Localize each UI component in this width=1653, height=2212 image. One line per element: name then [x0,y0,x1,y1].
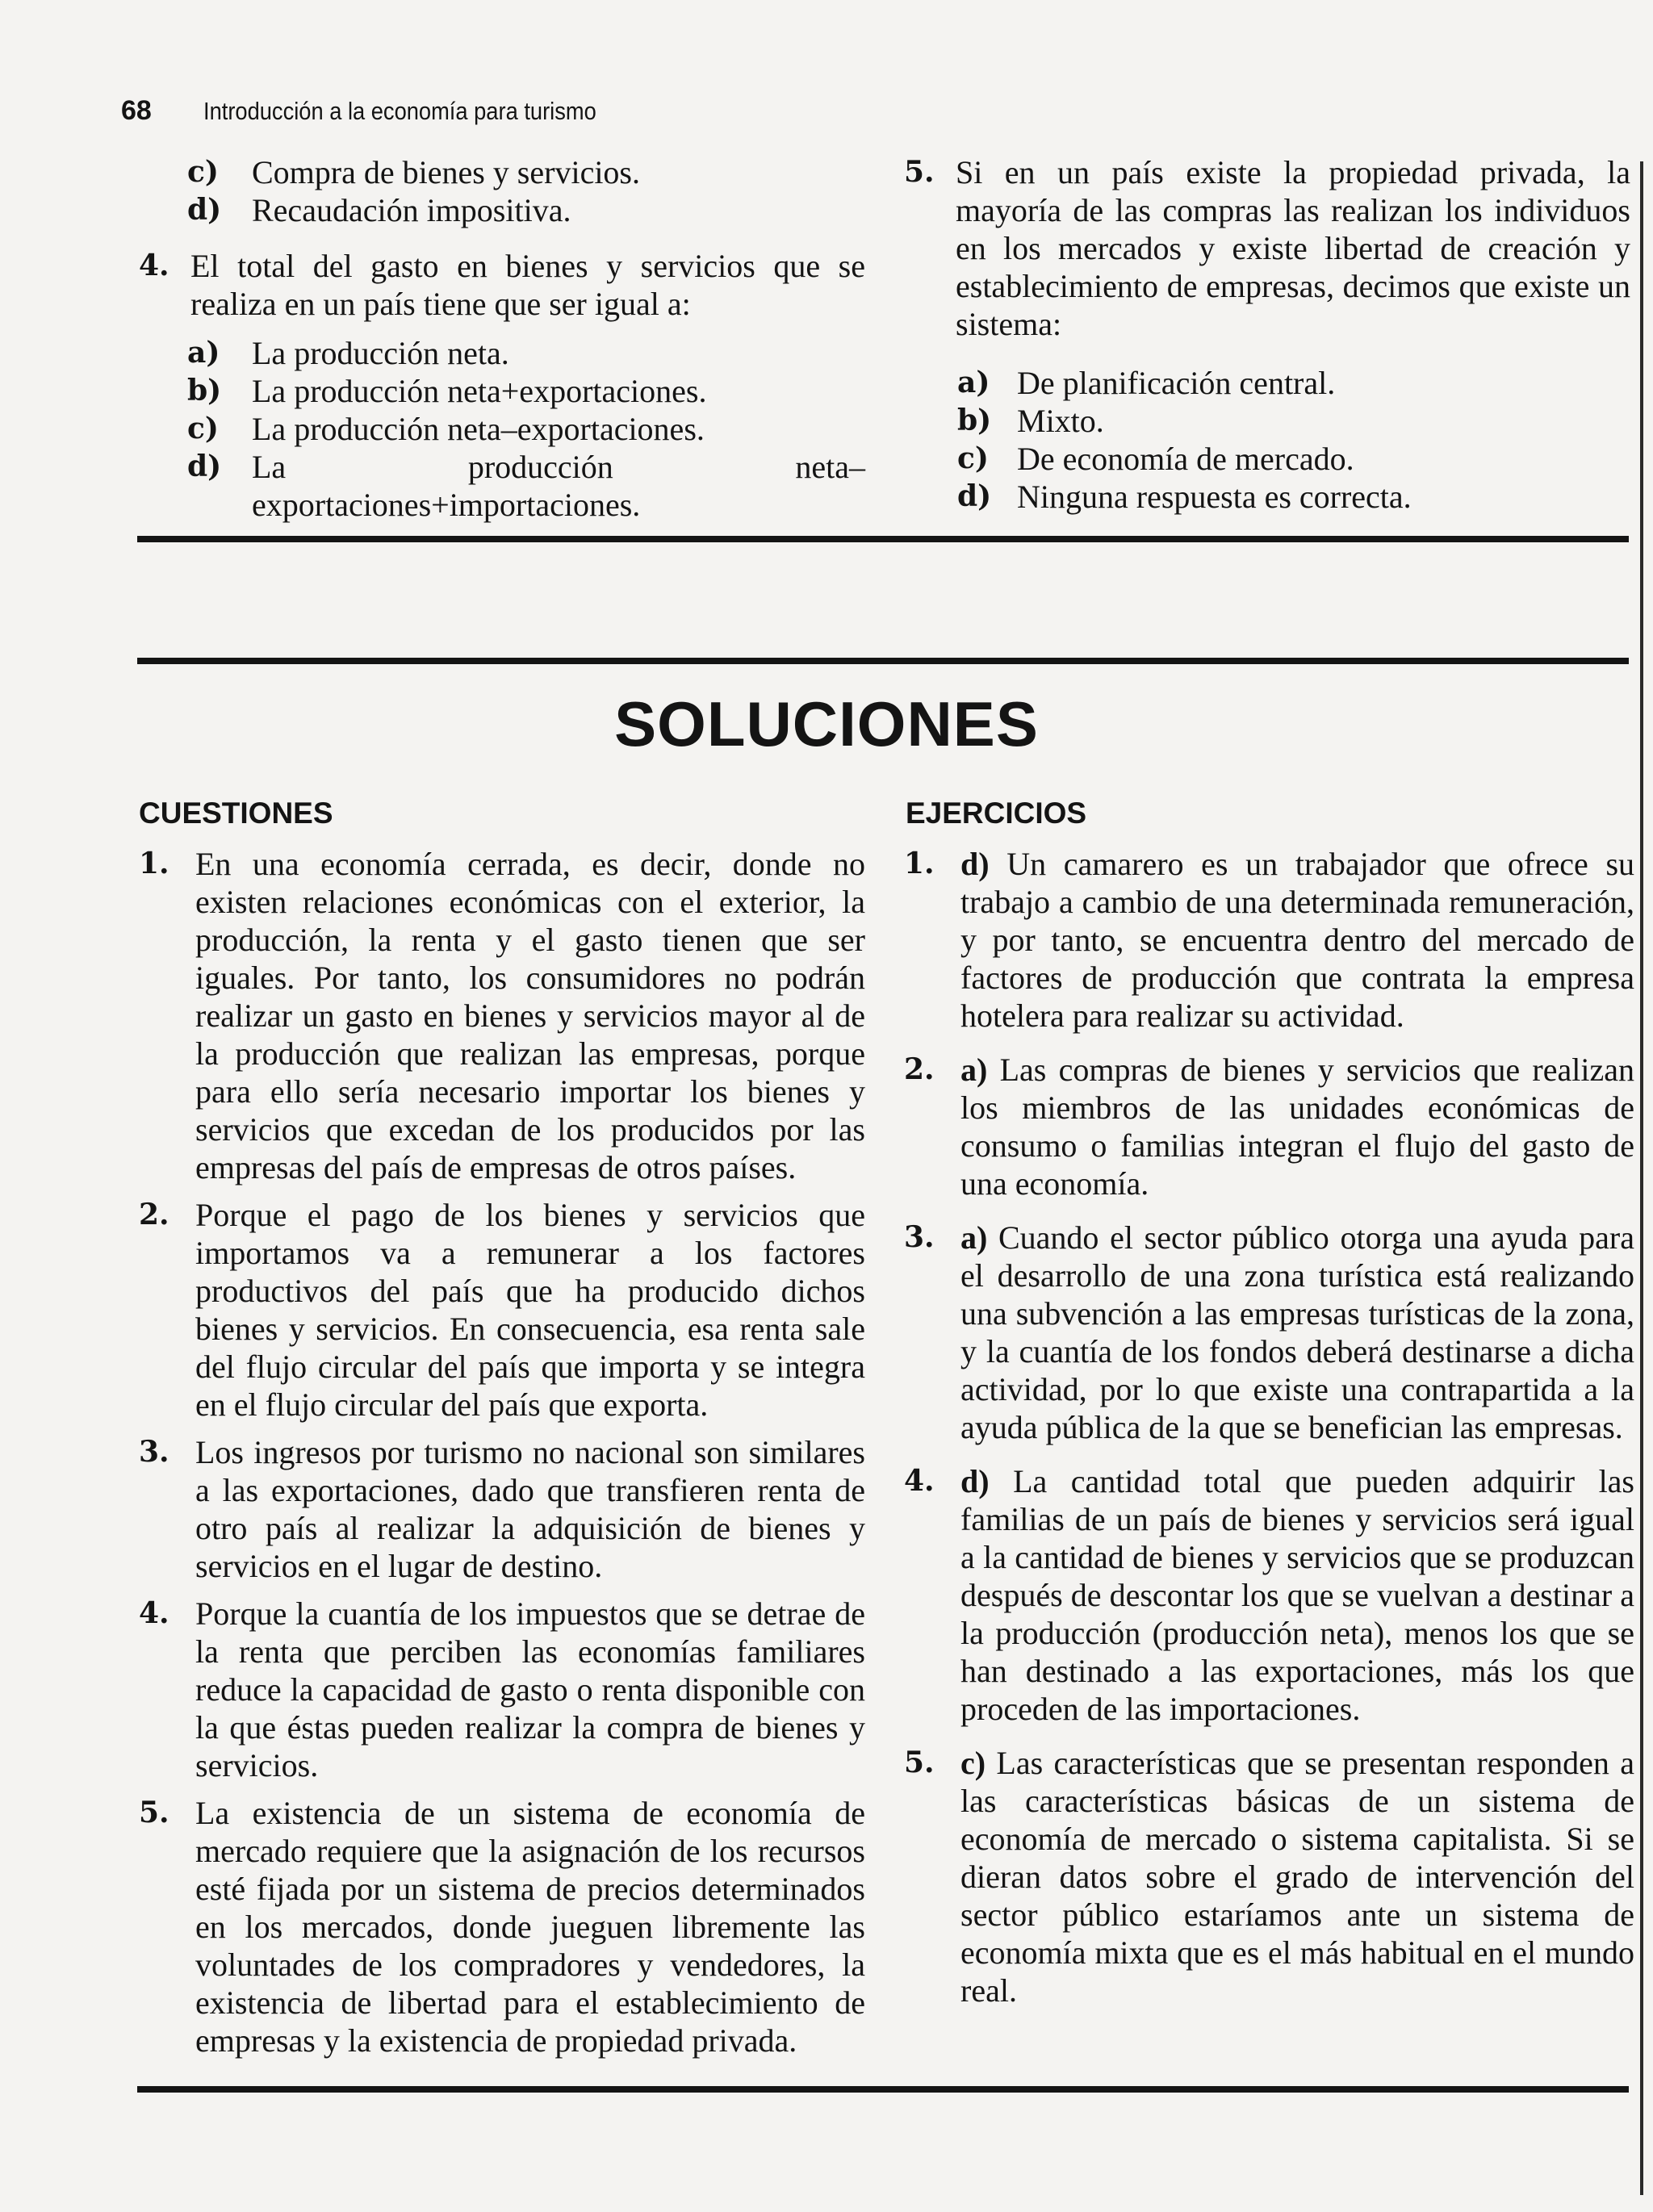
option-letter: a) [187,336,220,370]
top-right-column [904,153,1630,516]
item-number: 1. [139,847,169,880]
item-number: 1. [904,847,935,880]
list-item [904,845,1634,1035]
option-text: De economía de mercado. [1017,441,1354,477]
item-text: Los ingresos por turismo no nacional son similares a las exportaciones, dado que transfieren renta de otro país al realizar la adquisición de bienes y servicios en el lugar de destino. [195,1434,865,1584]
item-number: 2. [139,1198,169,1231]
option-letter: d) [957,479,992,513]
section-divider [137,2086,1629,2093]
item-number: 3. [904,1220,935,1254]
item-number: 5. [904,1746,935,1779]
question-4 [139,247,865,323]
option-letter: b) [187,374,222,408]
question-4-options [139,334,865,524]
answer-letter: d) [960,1463,990,1499]
option-text: De planificación central. [1017,365,1336,401]
item-text: Las compras de bienes y servicios que realizan los miembros de las unidades económicas de consumo o familias integran el flujo del gasto de una economía. [960,1052,1634,1202]
option-item [904,402,1630,440]
option-letter: b) [957,404,992,437]
answer-letter: a) [960,1052,988,1088]
option-text: Mixto. [1017,403,1104,439]
item-text: La existencia de un sistema de economía de mercado requiere que la asignación de los recursos esté fijada por un sistema de precios determinados en los mercados, donde jueguen libremente las voluntades de los compradores y vendedores, la existencia de libertad para el establecimiento de empresas y la existencia de propiedad privada. [195,1795,865,2059]
option-text: Ninguna respuesta es correcta. [1017,479,1412,515]
item-number: 3. [139,1435,169,1469]
list-item [904,1462,1634,1728]
question-number: 4. [139,249,169,282]
answer-letter: a) [960,1219,988,1256]
option-letter: c) [187,155,219,189]
option-text: Recaudación impositiva. [252,192,571,228]
continued-options [139,153,865,229]
list-item [139,1196,865,1424]
option-text: La producción neta–exportaciones+importaciones. [252,449,865,523]
option-text: Compra de bienes y servicios. [252,154,640,190]
item-number: 4. [139,1596,169,1630]
list-item [904,1744,1634,2009]
item-text: Cuando el sector público otorga una ayuda para el desarrollo de una zona turística está realizando una subvención a las empresas turísticas de la zona, y la cuantía de los fondos deberá destinarse a dicha actividad, por lo que existe una contrapartida a la ayuda pública de la que se benefician las empresas. [960,1219,1635,1445]
answer-letter: d) [960,846,990,882]
section-divider [137,658,1629,664]
question-number: 5. [904,155,935,189]
option-item [139,191,865,229]
option-letter: c) [957,441,989,475]
list-item [139,1595,865,1784]
item-text: Porque el pago de los bienes y servicios que importamos va a remunerar a los factores productivos del país que ha producido dichos bienes y servicios. En consecuencia, esa renta sale del flujo circular del país que importa y se integra en el flujo circular del país que exporta. [195,1197,865,1423]
question-5 [904,153,1630,343]
option-text: La producción neta. [252,335,509,371]
option-text: La producción neta+exportaciones. [252,373,707,409]
page-number: 68 [121,95,152,126]
option-item [904,440,1630,478]
item-number: 2. [904,1052,935,1086]
item-number: 5. [139,1796,169,1829]
question-text: El total del gasto en bienes y servicios que se realiza en un país tiene que ser igual a: [190,248,865,322]
top-left-column [139,153,865,524]
option-item [904,478,1630,516]
list-item [904,1051,1634,1202]
solutions-title: SOLUCIONES [614,688,1039,759]
ejercicios-heading: EJERCICIOS [906,797,1087,830]
question-text: Si en un país existe la propiedad privada, la mayoría de las compras las realizan los individuos en los mercados y existe libertad de creación y establecimiento de empresas, decimos que existe un sistema: [956,154,1630,342]
option-item [904,364,1630,402]
item-text: Porque la cuantía de los impuestos que se detrae de la renta que perciben las economías familiares reduce la capacidad de gasto o renta disponible con la que éstas pueden realizar la compra de bienes y servicios. [195,1595,865,1783]
list-item [139,845,865,1186]
list-item [139,1433,865,1585]
list-item [139,1794,865,2059]
item-text: Las características que se presentan responden a las características básicas de un sistema de economía de mercado o sistema capitalista. Si se dieran datos sobre el grado de intervención del sector público estaríamos ante un sistema de economía mixta que es el más habitual en el mundo real. [960,1745,1634,2009]
option-letter: d) [187,193,222,227]
option-item [139,372,865,410]
running-title: Introducción a la economía para turismo [203,97,596,125]
option-item [139,448,865,524]
page-edge-bar [1640,161,1643,2195]
answer-letter: c) [960,1745,986,1781]
section-divider [137,536,1629,542]
option-item [139,410,865,448]
item-number: 4. [904,1464,935,1498]
item-text: Un camarero es un trabajador que ofrece su trabajo a cambio de una determinada remuneración, y por tanto, se encuentra dentro del mercado de factores de producción que contrata la empresa hotelera para realizar su actividad. [960,846,1635,1034]
ejercicios-list [904,845,1634,2019]
item-text: En una economía cerrada, es decir, donde no existen relaciones económicas con el exterior, la producción, la renta y el gasto tienen que ser iguales. Por tanto, los consumidores no podrán realizar un gasto en bienes y servicios mayor al de la producción que realizan las empresas, porque para ello sería necesario importar los bienes y servicios que excedan de los producidos por las empresas del país de empresas de otros países. [195,846,865,1185]
option-text: La producción neta–exportaciones. [252,411,705,447]
cuestiones-list [139,845,865,2069]
option-item [139,153,865,191]
list-item [904,1219,1634,1446]
option-letter: a) [957,366,990,399]
option-item [139,334,865,372]
item-text: La cantidad total que pueden adquirir las familias de un país de bienes y servicios será igual a la cantidad de bienes y servicios que se produzcan después de descontar los que se vuelvan a destinar a la producción (producción neta), menos los que se han destinado a las exportaciones, más los que proceden de las importaciones. [960,1463,1635,1727]
option-letter: c) [187,412,219,445]
option-letter: d) [187,450,222,483]
cuestiones-heading: CUESTIONES [139,797,333,830]
question-5-options [904,364,1630,516]
